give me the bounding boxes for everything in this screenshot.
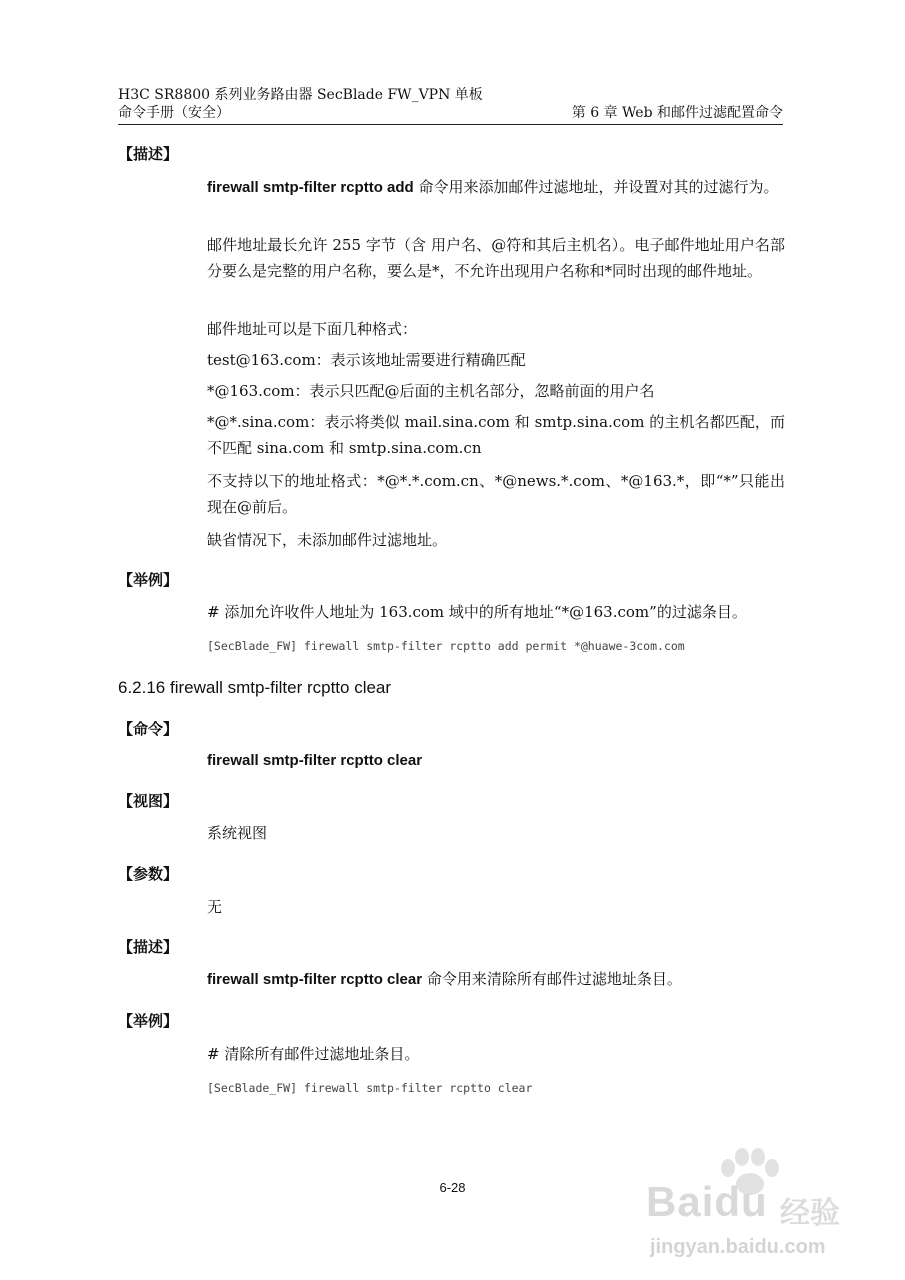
watermark-brand: Baidu <box>646 1178 768 1225</box>
section-heading-example: 【举例】 <box>118 571 179 589</box>
section-heading-command: 【命令】 <box>118 720 179 738</box>
description-text: 命令用来添加邮件过滤地址，并设置对其的过滤行为。 <box>413 178 779 196</box>
format-wildcard-host: *@*.sina.com：表示将类似 mail.sina.com 和 smtp.sina.com 的主机名都匹配，而不匹配 sina.com 和 smtp.sina.com.cn <box>207 413 785 457</box>
watermark-url: jingyan.baidu.com <box>650 1236 826 1258</box>
format-exact-match: test@163.com：表示该地址需要进行精确匹配 <box>207 351 526 369</box>
command-name: firewall smtp-filter rcptto clear <box>207 971 423 988</box>
paragraph-address-formats: 邮件地址可以是下面几种格式： <box>207 320 418 338</box>
baidu-jingyan-watermark <box>640 1148 870 1273</box>
section-heading-description: 【描述】 <box>118 938 179 956</box>
page-number: 6-28 <box>439 1180 466 1195</box>
parameters-value: 无 <box>207 898 223 916</box>
example-description: # 添加允许收件人地址为 163.com 域中的所有地址“*@163.com”的过滤条目。 <box>207 603 747 621</box>
watermark-jingyan: 经验 <box>780 1196 840 1231</box>
example-code: [SecBlade_FW] firewall smtp-filter rcptto add permit *@huawe-3com.com <box>207 639 685 653</box>
section-heading-example: 【举例】 <box>118 1012 179 1030</box>
example-code: [SecBlade_FW] firewall smtp-filter rcptto clear <box>207 1081 533 1095</box>
subsection-title: 6.2.16 firewall smtp-filter rcptto clear <box>118 678 392 697</box>
command-name: firewall smtp-filter rcptto add <box>207 179 414 196</box>
command-syntax: firewall smtp-filter rcptto clear <box>207 752 423 769</box>
header-rule <box>118 124 783 125</box>
paragraph-default: 缺省情况下，未添加邮件过滤地址。 <box>207 531 448 549</box>
header-manual-title: 命令手册（安全） <box>118 105 230 121</box>
description-text: 命令用来清除所有邮件过滤地址条目。 <box>422 970 682 988</box>
header-chapter: 第 6 章 Web 和邮件过滤配置命令 <box>571 105 783 121</box>
example-description: # 清除所有邮件过滤地址条目。 <box>207 1045 420 1063</box>
add-description <box>207 174 785 201</box>
section-heading-view: 【视图】 <box>118 792 179 810</box>
format-host-match: *@163.com：表示只匹配@后面的主机名部分，忽略前面的用户名 <box>207 382 655 400</box>
clear-description <box>207 966 785 993</box>
view-value: 系统视图 <box>207 824 268 842</box>
paragraph-address-length: 邮件地址最长允许 255 字节（含 用户名、@符和其后主机名）。电子邮件地址用户名部分要么是完整的用户名称，要么是*，不允许出现用户名称和*同时出现的邮件地址。 <box>207 236 785 280</box>
section-heading-parameters: 【参数】 <box>118 865 179 883</box>
header-product-title: H3C SR8800 系列业务路由器 SecBlade FW_VPN 单板 <box>118 87 483 103</box>
section-heading-description: 【描述】 <box>118 145 179 163</box>
paragraph-unsupported-formats: 不支持以下的地址格式：*@*.*.com.cn、*@news.*.com、*@163.*，即“*”只能出现在@前后。 <box>207 472 785 516</box>
